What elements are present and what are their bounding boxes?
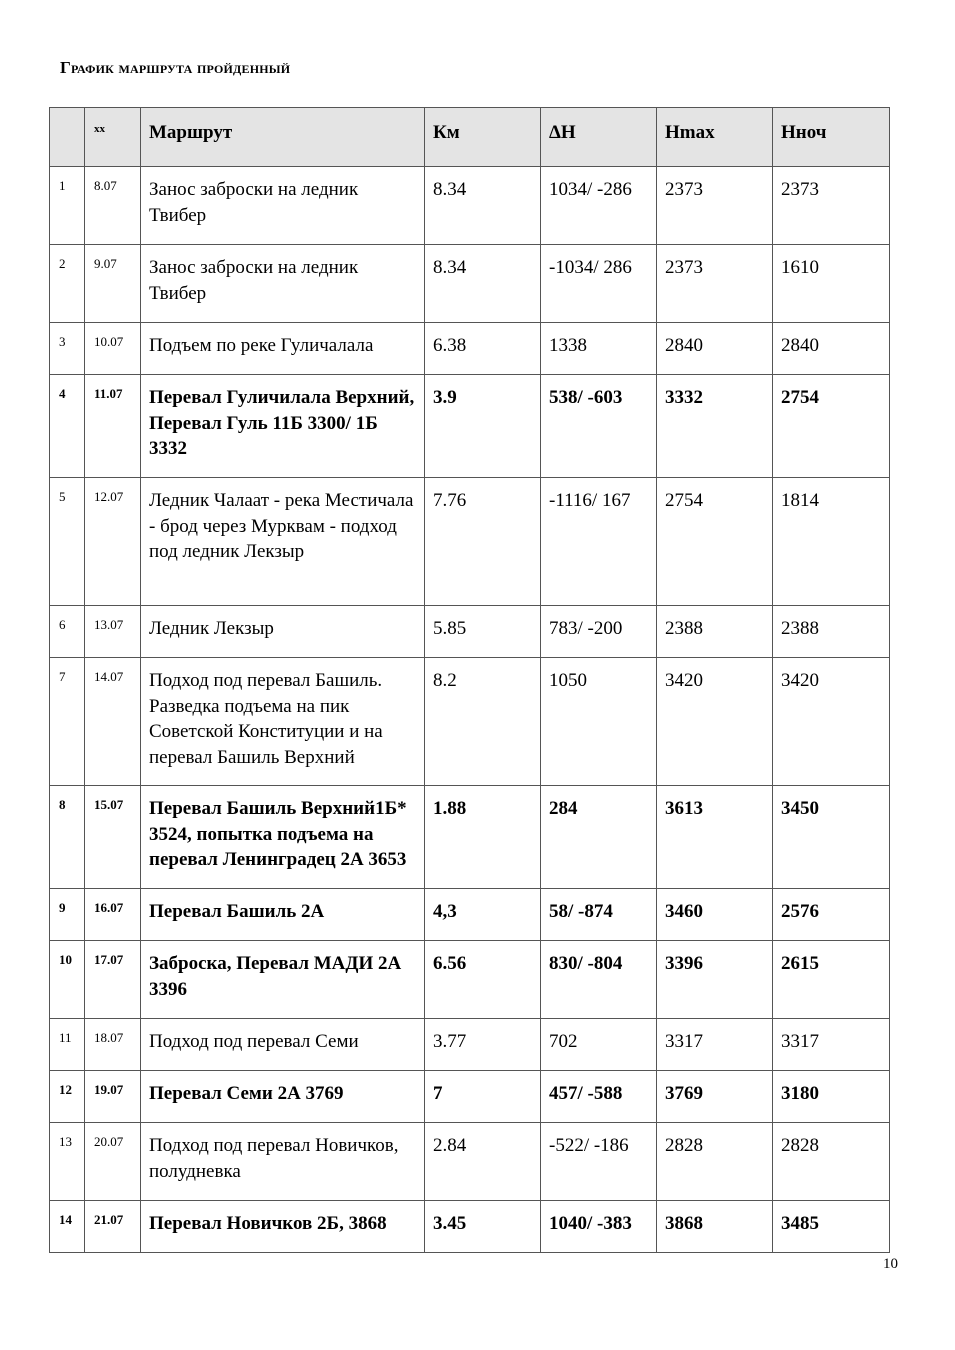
table-row bbox=[50, 786, 890, 889]
row-dh: -1034/ 286 bbox=[541, 245, 657, 323]
row-route: Перевал Гуличилала Верхний, Перевал Гуль 11Б 3300/ 1Б 3332 bbox=[141, 375, 425, 478]
row-km: 7 bbox=[425, 1071, 541, 1123]
row-date: 9.07 bbox=[85, 245, 141, 323]
row-km: 3.77 bbox=[425, 1019, 541, 1071]
page-number: 10 bbox=[883, 1256, 898, 1272]
row-number: 13 bbox=[50, 1123, 85, 1201]
row-km: 5.85 bbox=[425, 606, 541, 658]
row-dh: 1034/ -286 bbox=[541, 167, 657, 245]
row-number: 6 bbox=[50, 606, 85, 658]
table-row bbox=[50, 658, 890, 786]
header-num bbox=[50, 108, 85, 167]
table-row bbox=[50, 478, 890, 606]
row-km: 3.9 bbox=[425, 375, 541, 478]
row-hmax: 2840 bbox=[657, 323, 773, 375]
row-route: Подъем по реке Гуличалала bbox=[141, 323, 425, 375]
table-row bbox=[50, 1019, 890, 1071]
row-number: 5 bbox=[50, 478, 85, 606]
header-row bbox=[50, 108, 890, 167]
row-date: 13.07 bbox=[85, 606, 141, 658]
row-hmax: 3769 bbox=[657, 1071, 773, 1123]
row-route: Перевал Башиль 2А bbox=[141, 889, 425, 941]
row-km: 4,3 bbox=[425, 889, 541, 941]
row-km: 6.56 bbox=[425, 941, 541, 1019]
row-dh: 783/ -200 bbox=[541, 606, 657, 658]
row-date: 10.07 bbox=[85, 323, 141, 375]
row-hnoch: 2828 bbox=[773, 1123, 890, 1201]
row-km: 6.38 bbox=[425, 323, 541, 375]
row-dh: 1338 bbox=[541, 323, 657, 375]
row-date: 16.07 bbox=[85, 889, 141, 941]
row-date: 18.07 bbox=[85, 1019, 141, 1071]
row-route: Ледник Чалаат - река Местичала - брод через Мурквам - подход под ледник Лекзыр bbox=[141, 478, 425, 606]
row-hnoch: 2754 bbox=[773, 375, 890, 478]
row-date: 8.07 bbox=[85, 167, 141, 245]
row-dh: 457/ -588 bbox=[541, 1071, 657, 1123]
header-date: хх bbox=[85, 108, 141, 167]
row-km: 2.84 bbox=[425, 1123, 541, 1201]
row-hnoch: 2615 bbox=[773, 941, 890, 1019]
row-hnoch: 3180 bbox=[773, 1071, 890, 1123]
row-number: 14 bbox=[50, 1201, 85, 1253]
row-km: 3.45 bbox=[425, 1201, 541, 1253]
route-table bbox=[49, 107, 890, 1253]
row-hnoch: 3485 bbox=[773, 1201, 890, 1253]
table-row bbox=[50, 1201, 890, 1253]
row-km: 1.88 bbox=[425, 786, 541, 889]
row-date: 14.07 bbox=[85, 658, 141, 786]
row-hnoch: 2576 bbox=[773, 889, 890, 941]
header-dh: ΔН bbox=[541, 108, 657, 167]
row-number: 3 bbox=[50, 323, 85, 375]
row-hmax: 3420 bbox=[657, 658, 773, 786]
row-hnoch: 3450 bbox=[773, 786, 890, 889]
row-route: Перевал Новичков 2Б, 3868 bbox=[141, 1201, 425, 1253]
row-hnoch: 2840 bbox=[773, 323, 890, 375]
row-number: 11 bbox=[50, 1019, 85, 1071]
page-title: График маршрута пройденный bbox=[60, 58, 291, 77]
row-number: 2 bbox=[50, 245, 85, 323]
header-hnoch: Нноч bbox=[773, 108, 890, 167]
row-route: Подход под перевал Башиль. Разведка подъема на пик Советской Конституции и на перевал Башиль Верхний bbox=[141, 658, 425, 786]
row-hnoch: 1814 bbox=[773, 478, 890, 606]
row-date: 15.07 bbox=[85, 786, 141, 889]
row-hmax: 3868 bbox=[657, 1201, 773, 1253]
row-number: 1 bbox=[50, 167, 85, 245]
row-km: 7.76 bbox=[425, 478, 541, 606]
row-hmax: 3460 bbox=[657, 889, 773, 941]
row-number: 4 bbox=[50, 375, 85, 478]
row-hnoch: 3317 bbox=[773, 1019, 890, 1071]
row-hmax: 3332 bbox=[657, 375, 773, 478]
row-route: Перевал Семи 2А 3769 bbox=[141, 1071, 425, 1123]
row-route: Ледник Лекзыр bbox=[141, 606, 425, 658]
row-hmax: 2754 bbox=[657, 478, 773, 606]
row-hmax: 3396 bbox=[657, 941, 773, 1019]
row-hmax: 3317 bbox=[657, 1019, 773, 1071]
row-route: Заброска, Перевал МАДИ 2А 3396 bbox=[141, 941, 425, 1019]
row-date: 19.07 bbox=[85, 1071, 141, 1123]
table-row bbox=[50, 1071, 890, 1123]
row-date: 11.07 bbox=[85, 375, 141, 478]
row-route: Перевал Башиль Верхний1Б* 3524, попытка подъема на перевал Ленинградец 2А 3653 bbox=[141, 786, 425, 889]
row-date: 21.07 bbox=[85, 1201, 141, 1253]
row-dh: 284 bbox=[541, 786, 657, 889]
row-dh: 58/ -874 bbox=[541, 889, 657, 941]
row-hnoch: 1610 bbox=[773, 245, 890, 323]
row-dh: -1116/ 167 bbox=[541, 478, 657, 606]
row-km: 8.2 bbox=[425, 658, 541, 786]
row-date: 17.07 bbox=[85, 941, 141, 1019]
row-dh: 1050 bbox=[541, 658, 657, 786]
row-dh: -522/ -186 bbox=[541, 1123, 657, 1201]
row-dh: 538/ -603 bbox=[541, 375, 657, 478]
table-row bbox=[50, 941, 890, 1019]
row-number: 8 bbox=[50, 786, 85, 889]
table-row bbox=[50, 323, 890, 375]
row-route: Подход под перевал Новичков, полудневка bbox=[141, 1123, 425, 1201]
row-km: 8.34 bbox=[425, 245, 541, 323]
row-hnoch: 3420 bbox=[773, 658, 890, 786]
row-hmax: 2373 bbox=[657, 245, 773, 323]
row-number: 10 bbox=[50, 941, 85, 1019]
row-dh: 830/ -804 bbox=[541, 941, 657, 1019]
row-route: Подход под перевал Семи bbox=[141, 1019, 425, 1071]
table-row bbox=[50, 606, 890, 658]
row-dh: 1040/ -383 bbox=[541, 1201, 657, 1253]
header-km: Км bbox=[425, 108, 541, 167]
row-hnoch: 2388 bbox=[773, 606, 890, 658]
header-route: Маршрут bbox=[141, 108, 425, 167]
table-row bbox=[50, 245, 890, 323]
row-hmax: 2828 bbox=[657, 1123, 773, 1201]
row-date: 12.07 bbox=[85, 478, 141, 606]
row-hmax: 2373 bbox=[657, 167, 773, 245]
row-date: 20.07 bbox=[85, 1123, 141, 1201]
row-number: 9 bbox=[50, 889, 85, 941]
row-hnoch: 2373 bbox=[773, 167, 890, 245]
table-row bbox=[50, 375, 890, 478]
row-route: Занос заброски на ледник Твибер bbox=[141, 167, 425, 245]
row-route: Занос заброски на ледник Твибер bbox=[141, 245, 425, 323]
header-hmax: Hmax bbox=[657, 108, 773, 167]
row-number: 12 bbox=[50, 1071, 85, 1123]
table-row bbox=[50, 1123, 890, 1201]
row-hmax: 2388 bbox=[657, 606, 773, 658]
row-number: 7 bbox=[50, 658, 85, 786]
table-row bbox=[50, 889, 890, 941]
row-dh: 702 bbox=[541, 1019, 657, 1071]
table-row bbox=[50, 167, 890, 245]
row-hmax: 3613 bbox=[657, 786, 773, 889]
row-km: 8.34 bbox=[425, 167, 541, 245]
